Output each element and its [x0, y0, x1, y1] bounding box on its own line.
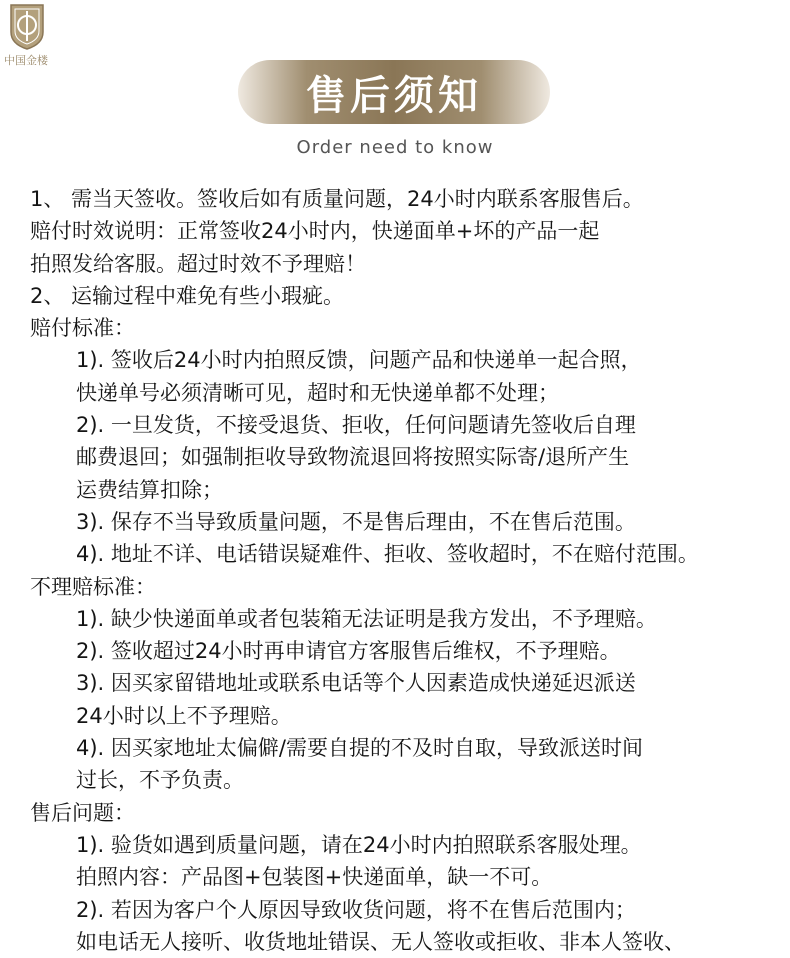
notice-line: 不理赔标准：: [30, 574, 156, 599]
notice-line: 1). 签收后24小时内拍照反馈，问题产品和快递单一起合照，: [76, 348, 642, 373]
notice-line: 3). 保存不当导致质量问题，不是售后理由，不在售后范围。: [76, 509, 636, 534]
notice-line: 快递单号必须清晰可见，超时和无快递单都不处理；: [76, 380, 559, 405]
page-title: 售后须知: [306, 72, 482, 119]
notice-line: 运费结算扣除；: [76, 477, 223, 502]
notice-line: 1、 需当天签收。签收后如有质量问题，24小时内联系客服售后。: [30, 187, 644, 211]
notice-body: [30, 183, 790, 958]
page-subtitle: Order need to know: [296, 137, 494, 158]
notice-line: 2). 若因为客户个人原因导致收货问题，将不在售后范围内；: [76, 897, 636, 922]
brand-name: 中国金楼: [4, 54, 48, 67]
notice-line: 赔付标准：: [30, 316, 135, 341]
brand-logo: [4, 2, 52, 68]
notice-line: 4). 因买家地址太偏僻/需要自提的不及时自取，导致派送时间: [76, 736, 643, 761]
notice-line: 1). 缺少快递面单或者包装箱无法证明是我方发出，不予理赔。: [76, 606, 657, 631]
notice-line: 4). 地址不详、电话错误疑难件、拒收、签收超时，不在赔付范围。: [76, 542, 699, 567]
notice-line: 2). 一旦发货，不接受退货、拒收，任何问题请先签收后自理: [76, 413, 636, 438]
notice-line: 售后问题：: [30, 800, 135, 825]
notice-line: 拍照发给客服。超过时效不予理赔！: [30, 251, 366, 276]
notice-line: 过长，不予负责。: [76, 768, 244, 793]
notice-line: 1). 验货如遇到质量问题，请在24小时内拍照联系客服处理。: [76, 832, 642, 857]
notice-line: 2、 运输过程中难免有些小瑕疵。: [30, 283, 345, 308]
notice-line: 24小时以上不予理赔。: [76, 703, 292, 728]
title-banner: [238, 60, 550, 124]
notice-line: 拍照内容：产品图+包装图+快递面单，缺一不可。: [76, 865, 553, 890]
gold-shield-logo-icon: [8, 2, 46, 50]
notice-line: 3). 因买家留错地址或联系电话等个人因素造成快递延迟派送: [76, 671, 636, 696]
notice-line: 赔付时效说明：正常签收24小时内，快递面单+坏的产品一起: [30, 219, 600, 244]
notice-line: 邮费退回；如强制拒收导致物流退回将按照实际寄/退所产生: [76, 445, 630, 470]
notice-line: 2). 签收超过24小时再申请官方客服售后维权，不予理赔。: [76, 639, 621, 664]
notice-line: 如电话无人接听、收货地址错误、无人签收或拒收、非本人签收、: [76, 929, 685, 954]
